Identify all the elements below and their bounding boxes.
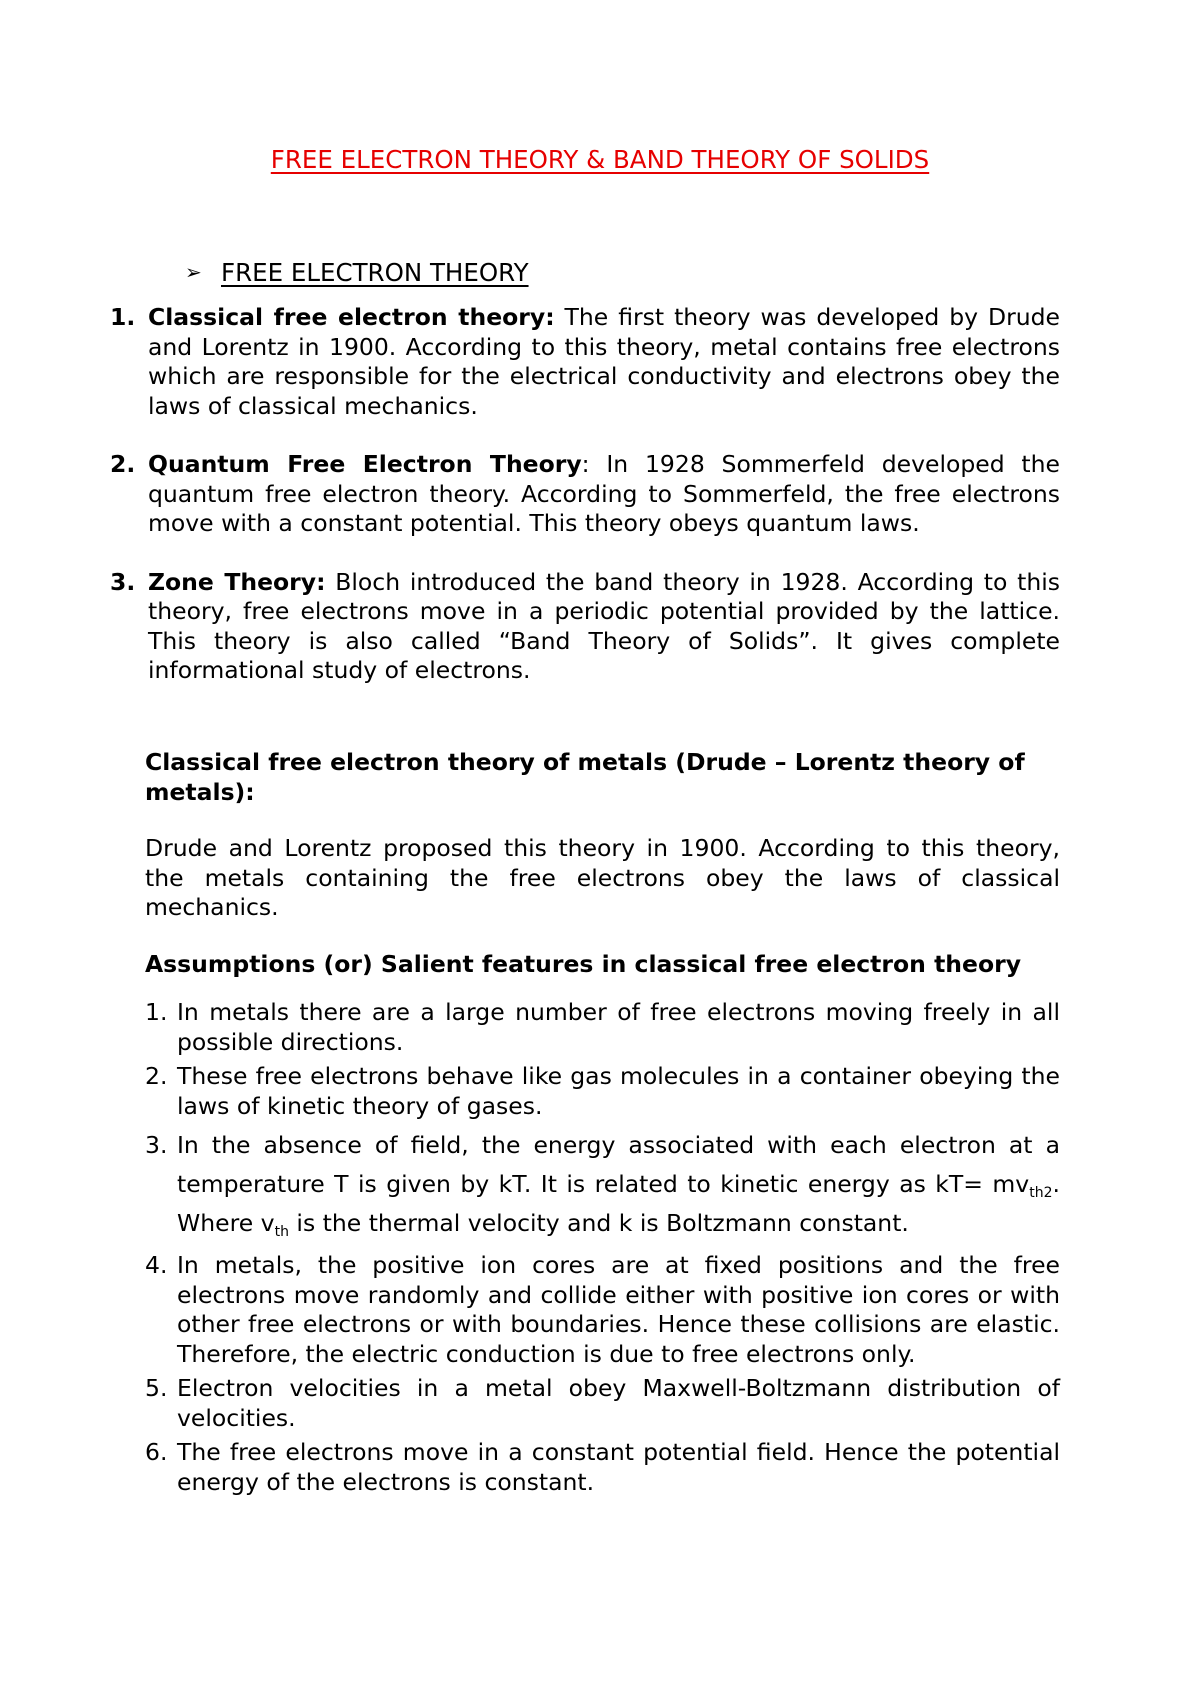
section-heading	[185, 258, 529, 288]
thermal-subscript: th	[1029, 1185, 1044, 1201]
theory-term: Classical free electron theory:	[148, 303, 555, 331]
assumptions-list	[145, 998, 1060, 1497]
theory-item-1	[110, 303, 1060, 421]
theory-text: : In 1928 Sommerfeld developed the quantum free electron theory. According to Sommerfeld, the free electrons move with a constant potential. This theory obeys quantum laws.	[148, 450, 1061, 537]
assumption-number: 5.	[145, 1374, 168, 1402]
theory-item-2	[110, 450, 1060, 539]
assumption-text: In metals, the positive ion cores are at fixed positions and the free electrons move randomly and collide either with positive ion cores or with other free electrons or with boundaries. Hence these collisions are elastic. Therefore, the electric conduction is due to free electrons only.	[177, 1251, 1060, 1368]
assumption-number: 4.	[145, 1251, 168, 1279]
assumption-text: Electron velocities in a metal obey Maxwell-Boltzmann distribution of velocities.	[177, 1374, 1060, 1432]
assumption-text: The free electrons move in a constant potential field. Hence the potential energy of the electrons is constant.	[177, 1438, 1060, 1496]
theory-list	[110, 303, 1060, 686]
assumption-number: 6.	[145, 1438, 168, 1466]
assumption-text-a: In the absence of field, the energy associated with each electron at a temperature T is given by kT. It is related to kinetic energy as kT= mv	[177, 1131, 1060, 1198]
drude-paragraph: Drude and Lorentz proposed this theory in 1900. According to this theory, the metals containing the free electrons obey the laws of classical mechanics.	[145, 834, 1060, 921]
theory-term: Quantum Free Electron Theory	[148, 450, 582, 478]
assumption-item-5	[145, 1374, 1060, 1433]
assumption-text-c: is the thermal velocity and k is Boltzmann constant.	[288, 1209, 909, 1237]
arrow-bullet-icon: ➢	[185, 260, 202, 284]
assumption-number: 1.	[145, 998, 168, 1026]
assumption-text-b: . Where v	[177, 1170, 1060, 1237]
theory-term: Zone Theory:	[148, 567, 326, 596]
document-title: FREE ELECTRON THEORY & BAND THEORY OF SOLIDS	[270, 145, 930, 174]
assumption-text: In metals there are a large number of free electrons moving freely in all possible directions.	[177, 998, 1060, 1056]
theory-item-3	[110, 568, 1060, 686]
theory-number: 3.	[110, 567, 136, 596]
assumption-item-4	[145, 1251, 1060, 1369]
section-heading-text: FREE ELECTRON THEORY	[221, 258, 529, 287]
theory-text: The first theory was developed by Drude and Lorentz in 1900. According to this theory, metal contains free electrons which are responsible for the electrical conductivity and electrons obey the laws of classical mechanics.	[148, 303, 1060, 420]
assumption-number: 3.	[145, 1131, 168, 1159]
assumption-text: These free electrons behave like gas molecules in a container obeying the laws of kinetic theory of gases.	[177, 1062, 1060, 1120]
drude-heading: Classical free electron theory of metals (Drude – Lorentz theory of metals):	[145, 748, 1025, 806]
assumption-item-2	[145, 1062, 1060, 1121]
assumption-item-3	[145, 1126, 1060, 1243]
theory-text: Bloch introduced the band theory in 1928. According to this theory, free electrons move in a periodic potential provided by the lattice. This theory is also called “Band Theory of Solids”. It gives complete informational study of electrons.	[148, 567, 1060, 684]
assumption-item-6	[145, 1438, 1060, 1497]
squared-exponent: 2	[1043, 1185, 1053, 1201]
theory-number: 1.	[110, 303, 136, 331]
assumptions-heading: Assumptions (or) Salient features in classical free electron theory	[145, 950, 1022, 978]
theory-number: 2.	[110, 450, 136, 478]
thermal-subscript: th	[274, 1224, 289, 1240]
assumption-number: 2.	[145, 1062, 168, 1090]
assumption-item-1	[145, 998, 1060, 1057]
